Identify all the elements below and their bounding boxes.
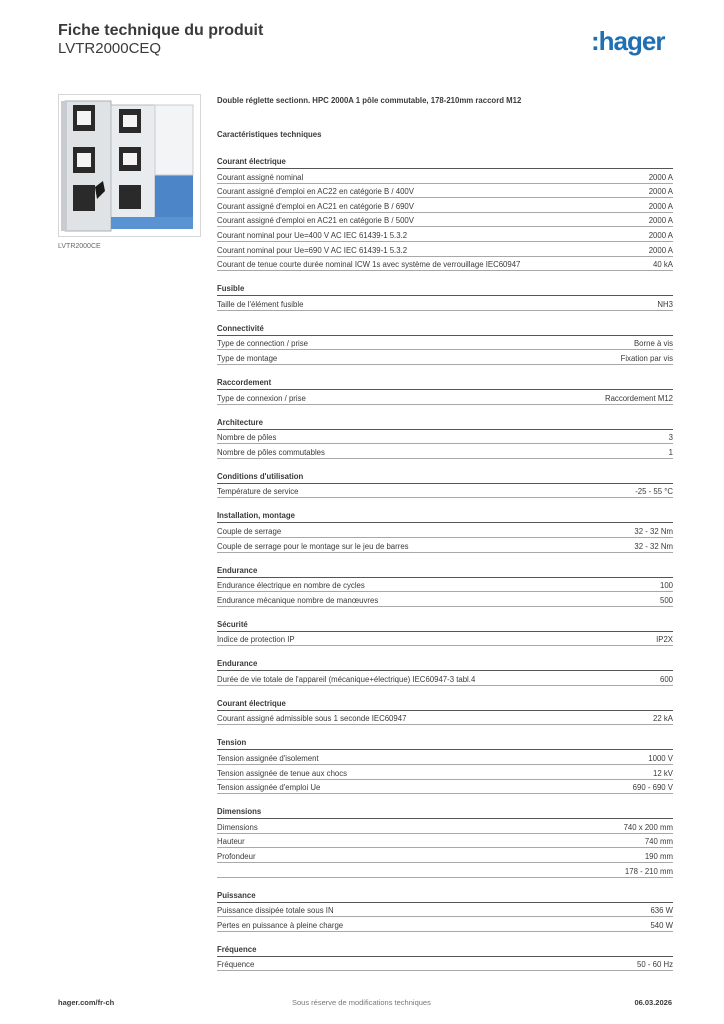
spec-section	[217, 373, 673, 405]
spec-label: Endurance électrique en nombre de cycles	[217, 581, 365, 591]
footer-website[interactable]: hager.com/fr-ch	[58, 998, 115, 1007]
product-image	[58, 94, 201, 237]
spec-content	[217, 96, 673, 979]
section-title: Courant électrique	[217, 694, 673, 711]
spec-section	[217, 152, 673, 271]
spec-value: 190 mm	[644, 852, 673, 862]
spec-label: Profondeur	[217, 852, 256, 862]
tech-characteristics-heading: Caractéristiques techniques	[217, 130, 322, 139]
spec-value: 40 kA	[653, 260, 673, 270]
spec-value: 1	[668, 447, 673, 457]
spec-value: 600	[659, 674, 673, 684]
spec-section	[217, 886, 673, 932]
spec-value: 2000 A	[648, 201, 673, 211]
section-title: Endurance	[217, 654, 673, 671]
section-title: Raccordement	[217, 373, 673, 390]
spec-label: Endurance mécanique nombre de manœuvres	[217, 595, 379, 605]
spec-section	[217, 561, 673, 607]
spec-value: 740 x 200 mm	[623, 822, 673, 832]
spec-row	[217, 350, 673, 365]
spec-value: 12 kV	[653, 768, 673, 778]
spec-row	[217, 444, 673, 459]
spec-label: Indice de protection IP	[217, 635, 295, 645]
spec-section	[217, 694, 673, 726]
product-description: Double réglette sectionn. HPC 2000A 1 pôle commutable, 178-210mm raccord M12	[217, 96, 522, 105]
spec-section	[217, 733, 673, 794]
spec-row	[217, 184, 673, 199]
spec-section	[217, 319, 673, 365]
spec-value: 100	[659, 581, 673, 591]
spec-value: 3	[668, 433, 673, 443]
hager-logo	[591, 28, 673, 58]
spec-row	[217, 750, 673, 765]
spec-row	[217, 765, 673, 780]
spec-row	[217, 917, 673, 932]
spec-label: Courant nominal pour Ue=690 V AC IEC 61439-1 5.3.2	[217, 245, 408, 255]
spec-row	[217, 484, 673, 499]
spec-row	[217, 390, 673, 405]
section-title: Connectivité	[217, 319, 673, 336]
spec-value: NH3	[657, 299, 673, 309]
section-title: Tension	[217, 733, 673, 750]
spec-row	[217, 957, 673, 972]
spec-row	[217, 592, 673, 607]
spec-label: Courant de tenue courte durée nominal ICW 1s avec système de verrouillage IEC60947	[217, 260, 521, 270]
spec-label: Courant assigné nominal	[217, 172, 304, 182]
spec-section	[217, 940, 673, 972]
section-title: Puissance	[217, 886, 673, 903]
spec-label: Tension assignée d'emploi Ue	[217, 783, 321, 793]
spec-row	[217, 863, 673, 878]
spec-row	[217, 834, 673, 849]
spec-value: 32 - 32 Nm	[634, 541, 673, 551]
spec-row	[217, 780, 673, 795]
hager-logo-text: :hager	[591, 28, 665, 56]
spec-label: Type de connexion / prise	[217, 393, 306, 403]
footer-date: 06.03.2026	[634, 998, 672, 1007]
spec-value: Raccordement M12	[604, 393, 673, 403]
spec-label: Type de connection / prise	[217, 339, 309, 349]
spec-value: 178 - 210 mm	[624, 866, 673, 876]
spec-label: Courant assigné d'emploi en AC21 en catégorie B / 690V	[217, 201, 414, 211]
spec-label: Type de montage	[217, 353, 278, 363]
product-reference: LVTR2000CEQ	[58, 40, 162, 57]
spec-label: Hauteur	[217, 837, 245, 847]
spec-row	[217, 632, 673, 647]
spec-row	[217, 523, 673, 538]
spec-value: IP2X	[656, 635, 673, 645]
spec-row	[217, 242, 673, 257]
spec-row	[217, 213, 673, 228]
spec-value: 636 W	[650, 906, 673, 916]
section-title: Courant électrique	[217, 152, 673, 169]
spec-row	[217, 848, 673, 863]
spec-sections	[217, 152, 673, 971]
spec-value: 50 - 60 Hz	[637, 960, 673, 970]
spec-row	[217, 903, 673, 918]
section-title: Architecture	[217, 413, 673, 430]
spec-value: 1000 V	[648, 754, 673, 764]
product-image-caption: LVTR2000CE	[58, 243, 101, 250]
spec-row	[217, 169, 673, 184]
spec-label: Courant nominal pour Ue=400 V AC IEC 61439-1 5.3.2	[217, 230, 408, 240]
spec-label: Fréquence	[217, 960, 255, 970]
spec-row	[217, 711, 673, 726]
spec-label: Température de service	[217, 487, 299, 497]
spec-value: 690 - 690 V	[632, 783, 673, 793]
spec-label: Courant assigné d'emploi en AC22 en catégorie B / 400V	[217, 187, 414, 197]
spec-section	[217, 654, 673, 686]
section-title: Dimensions	[217, 802, 673, 819]
spec-section	[217, 615, 673, 647]
spec-row	[217, 227, 673, 242]
spec-row	[217, 430, 673, 445]
spec-label: Tension assignée de tenue aux chocs	[217, 768, 348, 778]
footer-disclaimer: Sous réserve de modifications techniques	[292, 998, 431, 1007]
section-title: Sécurité	[217, 615, 673, 632]
spec-section	[217, 467, 673, 499]
spec-row	[217, 538, 673, 553]
spec-label: Dimensions	[217, 822, 258, 832]
spec-row	[217, 198, 673, 213]
spec-value: 540 W	[650, 920, 673, 930]
spec-label: Couple de serrage	[217, 526, 282, 536]
spec-row	[217, 296, 673, 311]
spec-label: Puissance dissipée totale sous IN	[217, 906, 334, 916]
spec-value: 2000 A	[648, 187, 673, 197]
spec-value: 740 mm	[644, 837, 673, 847]
spec-label: Tension assignée d'isolement	[217, 754, 319, 764]
spec-value: 2000 A	[648, 216, 673, 226]
section-title: Fusible	[217, 279, 673, 296]
spec-row	[217, 578, 673, 593]
spec-value: 32 - 32 Nm	[634, 526, 673, 536]
spec-value: 500	[659, 595, 673, 605]
spec-section	[217, 413, 673, 459]
section-title: Installation, montage	[217, 506, 673, 523]
section-title: Conditions d'utilisation	[217, 467, 673, 484]
spec-label: Courant assigné d'emploi en AC21 en catégorie B / 500V	[217, 216, 414, 226]
spec-label: Courant assigné admissible sous 1 seconde IEC60947	[217, 714, 407, 724]
spec-label: Pertes en puissance à pleine charge	[217, 920, 344, 930]
document-title: Fiche technique du produit	[58, 22, 264, 39]
spec-value: -25 - 55 °C	[635, 487, 673, 497]
spec-value: 2000 A	[648, 245, 673, 255]
spec-row	[217, 671, 673, 686]
spec-row	[217, 819, 673, 834]
spec-section	[217, 279, 673, 311]
spec-label: Durée de vie totale de l'appareil (mécanique+électrique) IEC60947-3 tabl.4	[217, 674, 476, 684]
section-title: Endurance	[217, 561, 673, 578]
spec-label: Nombre de pôles commutables	[217, 447, 325, 457]
section-title: Fréquence	[217, 940, 673, 957]
spec-label: Couple de serrage pour le montage sur le jeu de barres	[217, 541, 409, 551]
spec-label: Taille de l'élément fusible	[217, 299, 304, 309]
spec-value: Borne à vis	[633, 339, 673, 349]
spec-value: Fixation par vis	[620, 353, 673, 363]
spec-row	[217, 336, 673, 351]
spec-section	[217, 506, 673, 552]
spec-label: Nombre de pôles	[217, 433, 277, 443]
spec-value: 2000 A	[648, 230, 673, 240]
spec-row	[217, 257, 673, 272]
spec-section	[217, 802, 673, 877]
spec-value: 22 kA	[653, 714, 673, 724]
spec-value: 2000 A	[648, 172, 673, 182]
